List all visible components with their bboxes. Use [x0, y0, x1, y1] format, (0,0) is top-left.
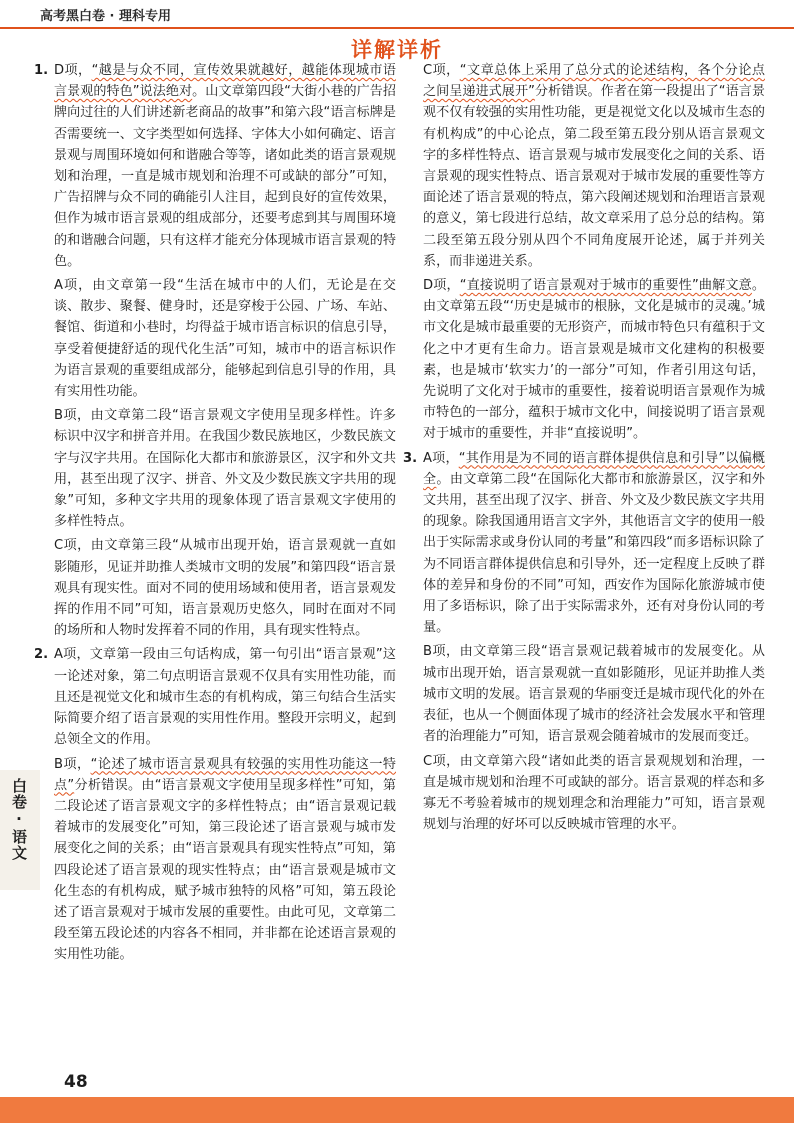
- underlined-error-phrase: “直接说明了语言景观对于城市的重要性”曲解文意: [459, 278, 752, 294]
- left-column: [34, 60, 396, 969]
- underlined-error-phrase: “越是与众不同，宣传效果就越好，越能体现城市语言景观的特色”说法绝对: [54, 63, 396, 100]
- answer-block: [34, 60, 396, 641]
- explanation-paragraph: [423, 275, 765, 445]
- explanation-text: 分析错误。由“语言景观文字使用呈现多样性”可知，第二段论述了语言景观文字的多样性特点；由“语言景观记载着城市的发展变化”可知，第三段论述了语言景观与城市发展变化之间的关系；由“语言景观具有现实性特点”可知，第四段论述了语言景观的现实性特点；由“语言景观是城市文化生态的有机构成，赋予城市独特的风格”可知，第五段论述了语言景观对于城市发展的重要性。由此可见，文章第二段至第五段论述的内容各不相同，并非都在论述语言景观的实用性功能。: [54, 777, 396, 963]
- explanation-paragraph: [423, 751, 765, 836]
- explanation-paragraph: [54, 754, 396, 966]
- answer-block: [34, 644, 396, 965]
- right-column: [403, 60, 765, 838]
- explanation-text: C项，由文章第六段“诸如此类的语言景观规划和治理，一直是城市规划和治理不可或缺的部分。语言景观的样态和多寡无不考验着城市的规划理念和治理能力”可知，语言景观规划与治理的好坏可以反映城市管理的水平。: [423, 753, 765, 833]
- explanation-text: 。由文章第二段“在国际化大都市和旅游景区，汉字和外文共用，甚至出现了汉字、拼音、外文及少数民族文字共用的现象。除我国通用语言文字外，其他语言文字的使用一般出于实际需求或身份认同的考量”和第四段“而多语标识除了为不同语言群体提供信息和引导外，还一定程度上反映了群体的差异和身份的不同”可知，西安作为国际化旅游城市使用了多语标识，除了出于实际需求外，还有对身份认同的考量。: [423, 471, 765, 636]
- side-tab-label: 白卷·语文: [10, 778, 28, 861]
- page-header: [0, 0, 794, 30]
- section-title: 详解详析: [351, 38, 443, 62]
- explanation-text: 分析错误。作者在第一段提出了“语言景观不仅有较强的实用性功能，更是视觉文化以及城市生态的有机构成”的中心论点，第二段至第五段分别从语言景观文字的多样性特点、语言景观与城市发展变化之间的关系、语言景观的现实性特点、语言景观对于城市发展的重要性等方面论述了语言景观的特点，第六段阐述规划和治理语言景观的意义，第七段进行总结，故文章采用了总分总的结构。第二段至第五段分别从四个不同角度展开论述，属于并列关系，而非递进关系。: [423, 84, 765, 269]
- underlined-error-phrase: “其作用是为不同的语言群体提供信息和引导”以偏概全: [423, 450, 765, 487]
- explanation-text: B项，由文章第二段“语言景观文字使用呈现多样性。许多标识中汉字和拼音并用。在我国少数民族地区，少数民族文字与汉字共用。在国际化大都市和旅游景区，汉字和外文共用，甚至出现了汉字、拼音、外文及少数民族文字共用的现象”可知，多种文字共用的现象体现了语言景观文字使用的多样性特点。: [54, 408, 396, 530]
- explanation-text: 。由文章第五段“‘历史是城市的根脉，文化是城市的灵魂。’城市文化是城市最重要的无形资产，而城市特色只有蕴积于文化之中才更有生命力。语言景观是城市文化建构的积极要素，也是城市‘软实力’的一部分”可知，作者引用这句话，先说明了文化对于城市的重要性，接着说明语言景观作为城市特色的一部分，蕴积于城市文化中，间接说明了语言景观对于城市的重要性，并非“直接说明”。: [423, 278, 765, 442]
- explanation-text: C项，: [423, 63, 460, 78]
- underlined-error-phrase: “文章总体上采用了总分式的论述结构，各个分论点之间呈递进式展开”: [423, 63, 765, 100]
- page-number: 48: [64, 1072, 88, 1092]
- explanation-text: A项，由文章第一段“生活在城市中的人们，无论是在交谈、散步、聚餐、健身时，还是穿梭于公园、广场、车站、餐馆、街道和小巷时，均得益于城市语言标识的信息引导，享受着便捷舒适的现代化生活”可知，城市中的语言标识作为语言景观的重要组成部分，能够起到信息引导的作用，具有实用性功能。: [54, 278, 396, 400]
- explanation-text: D项，: [54, 63, 92, 78]
- explanation-text: 。山文章第四段“大街小巷的广告招牌向过往的人们讲述新老商品的故事”和第六段“语言标牌是否需要统一、文字类型如何选择、字体大小如何确定、语言景观与周围环境如何和谐融合等等，诸如此类的语言景观规划和治理，一直是城市规划和治理不可或缺的部分”可知，广告招牌与众不同的确能引人注目，起到良好的宣传效果，但作为城市语言景观的组成部分，还要考虑到其与周围环境的和谐融合问题，只有这样才能充分体现城市语言景观的特色。: [54, 84, 396, 269]
- question-number: 1.: [34, 63, 49, 78]
- explanation-paragraph: [423, 60, 765, 272]
- explanation-text: A项，文章第一段由三句话构成，第一句引出“语言景观”这一论述对象，第二句点明语言景观不仅具有实用性功能，而且还是视觉文化和城市生态的有机构成，第三句结合生活实际简要介绍了语言景观的实用性作用。整段开宗明义，起到总领全文的作用。: [54, 647, 396, 748]
- explanation-paragraph: [54, 405, 396, 532]
- question-number: 2.: [34, 647, 49, 663]
- footer-bar: [0, 1097, 794, 1123]
- underlined-error-phrase: “论述了城市语言景观具有较强的实用性功能这一特点”: [54, 756, 396, 793]
- explanation-paragraph: [54, 644, 396, 750]
- explanation-paragraph: [423, 641, 765, 747]
- explanation-paragraph: [54, 275, 396, 402]
- explanation-text: B项，由文章第三段“语言景观记载着城市的发展变化。从城市出现开始，语言景观就一直如影随形，见证并助推人类城市文明的发展。语言景观的华丽变迁是城市现代化的外在表征，也从一个侧面体现了城市的经济社会发展水平和管理者的治理能力”可知，语言景观会随着城市的发展而变迁。: [423, 644, 765, 745]
- answer-block: [403, 448, 765, 836]
- explanation-text: A项，: [423, 450, 459, 466]
- explanation-paragraph: [54, 60, 396, 272]
- answer-block: [423, 60, 765, 445]
- explanation-paragraph: [54, 535, 396, 641]
- header-rule: [0, 27, 794, 29]
- side-tab: [0, 770, 40, 890]
- explanation-text: B项，: [54, 756, 91, 772]
- explanation-text: D项，: [423, 278, 460, 294]
- book-title: 高考黑白卷 · 理科专用: [40, 9, 171, 24]
- question-number: 3.: [403, 450, 418, 466]
- explanation-paragraph: [423, 448, 765, 639]
- explanation-text: C项，由文章第三段“从城市出现开始，语言景观就一直如影随形，见证并助推人类城市文明的发展”和第四段“语言景观具有现实性。面对不同的使用场域和使用者，语言景观发挥的作用不同”可知，语言景观历史悠久，同时在面对不同的场所和人物时发挥着不同的作用，具有现实性特点。: [54, 538, 396, 639]
